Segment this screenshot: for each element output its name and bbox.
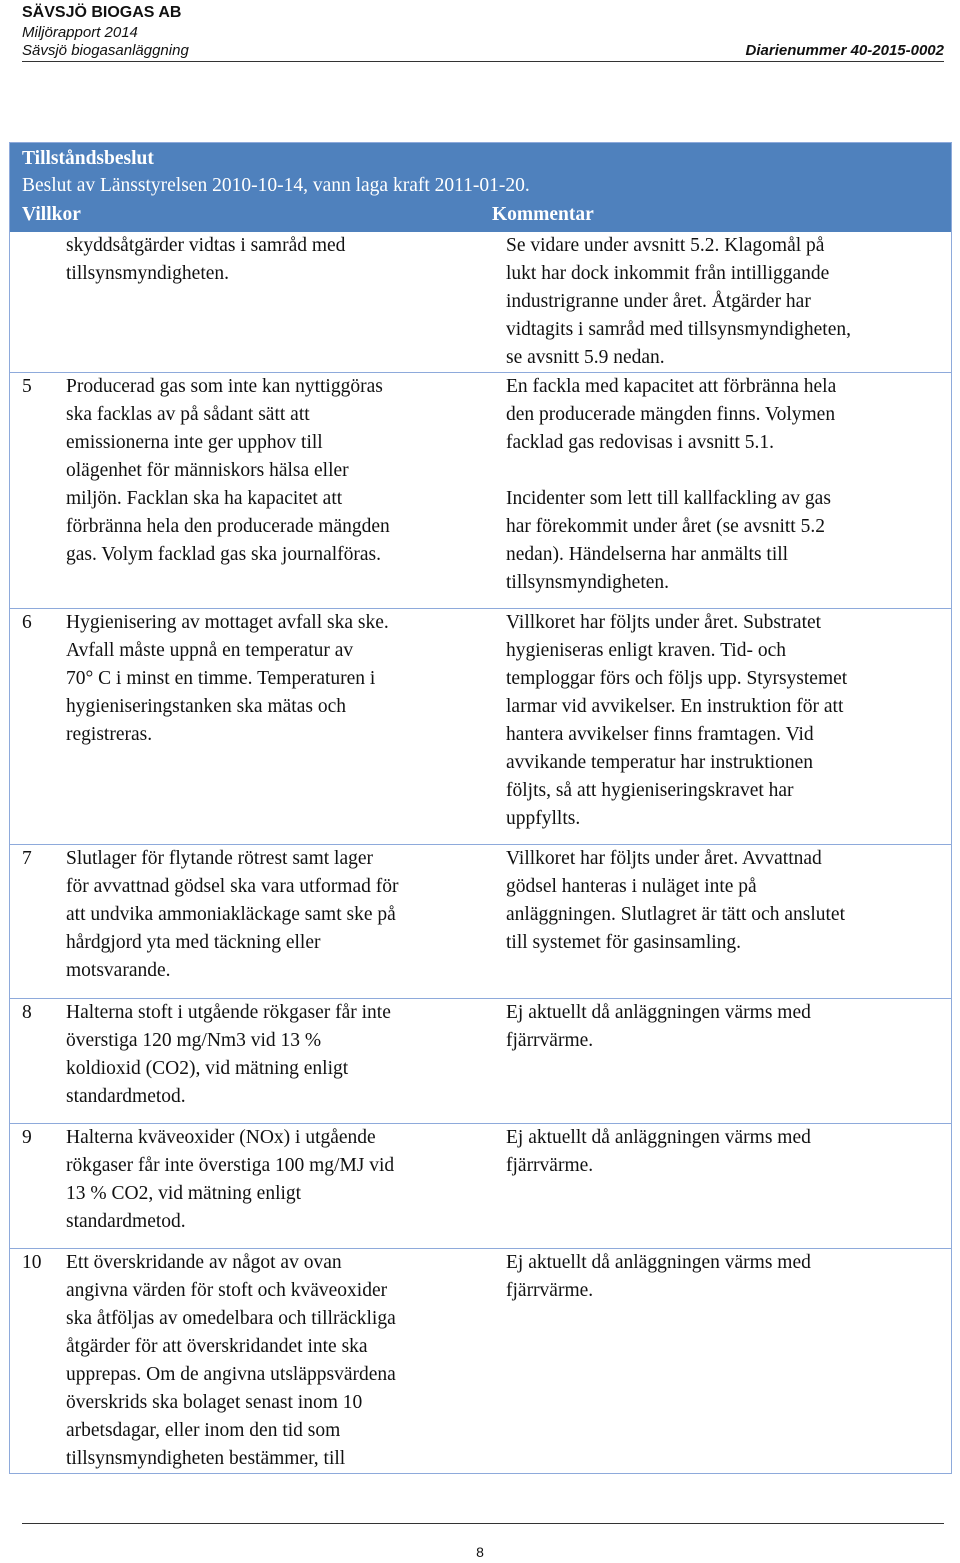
condition-number: 6 <box>22 612 32 633</box>
condition-line: standardmetod. <box>66 1211 186 1232</box>
condition-text <box>66 999 486 1111</box>
condition-line: arbetsdagar, eller inom den tid som <box>66 1420 341 1441</box>
condition-line: skyddsåtgärder vidtas i samråd med <box>66 235 346 256</box>
table-row <box>10 1248 951 1474</box>
comment-line: nedan). Händelserna har anmälts till <box>506 544 789 565</box>
comment-line: uppfyllts. <box>506 808 581 829</box>
condition-text <box>66 373 486 569</box>
condition-line: standardmetod. <box>66 1086 186 1107</box>
condition-line: Halterna kväveoxider (NOx) i utgående <box>66 1127 376 1148</box>
condition-text <box>66 1124 486 1236</box>
condition-line: 70° C i minst en timme. Temperaturen i <box>66 668 376 689</box>
condition-line: ska åtföljas av omedelbara och tillräckliga <box>66 1308 396 1329</box>
comment-line: fjärrvärme. <box>506 1030 594 1051</box>
condition-line: överstiga 120 mg/Nm3 vid 13 % <box>66 1030 322 1051</box>
comment-line: temploggar förs och följs upp. Styrsystemet <box>506 668 848 689</box>
comment-line: Ej aktuellt då anläggningen värms med <box>506 1252 811 1273</box>
condition-line: tillsynsmyndigheten. <box>66 263 230 284</box>
condition-line: åtgärder för att överskridandet inte ska <box>66 1336 368 1357</box>
condition-line: olägenhet för människors hälsa eller <box>66 460 349 481</box>
condition-text <box>66 845 486 985</box>
comment-line: avvikande temperatur har instruktionen <box>506 752 814 773</box>
comment-line: En fackla med kapacitet att förbränna hela <box>506 376 837 397</box>
condition-line: att undvika ammoniakläckage samt ske på <box>66 904 396 925</box>
table-row <box>10 232 951 372</box>
diarienummer: Diarienummer 40-2015-0002 <box>745 42 944 59</box>
table-banner <box>10 143 951 232</box>
comment-text <box>506 373 946 597</box>
company-name: SÄVSJÖ BIOGAS AB <box>22 4 182 21</box>
condition-line: förbränna hela den producerade mängden <box>66 516 390 537</box>
comment-line: följts, så att hygieniseringskravet har <box>506 780 794 801</box>
condition-number: 5 <box>22 376 32 397</box>
column-header-kommentar: Kommentar <box>492 204 594 225</box>
paragraph-gap <box>506 457 946 485</box>
condition-line: rökgaser får inte överstiga 100 mg/MJ vid <box>66 1155 395 1176</box>
condition-line: miljön. Facklan ska ha kapacitet att <box>66 488 343 509</box>
table-row <box>10 608 951 845</box>
table-title: Tillståndsbeslut <box>22 148 154 169</box>
comment-line: till systemet för gasinsamling. <box>506 932 742 953</box>
comment-line: vidtagits i samråd med tillsynsmyndigheten, <box>506 319 852 340</box>
comment-line: anläggningen. Slutlagret är tätt och anslutet <box>506 904 845 925</box>
column-header-villkor: Villkor <box>22 204 81 225</box>
condition-line: Slutlager för flytande rötrest samt lager <box>66 848 374 869</box>
header-divider <box>22 61 944 62</box>
condition-line: för avvattnad gödsel ska vara utformad för <box>66 876 399 897</box>
comment-line: larmar vid avvikelser. En instruktion för att <box>506 696 844 717</box>
condition-line: hårdgjord yta med täckning eller <box>66 932 321 953</box>
condition-number: 10 <box>22 1252 42 1273</box>
comment-line: hantera avvikelser finns framtagen. Vid <box>506 724 814 745</box>
permit-table <box>9 142 952 1474</box>
report-title: Miljörapport 2014 <box>22 24 138 41</box>
comment-text <box>506 845 946 957</box>
condition-number: 7 <box>22 848 32 869</box>
condition-line: Avfall måste uppnå en temperatur av <box>66 640 354 661</box>
comment-line: fjärrvärme. <box>506 1155 594 1176</box>
condition-line: motsvarande. <box>66 960 171 981</box>
condition-line: tillsynsmyndigheten bestämmer, till <box>66 1448 346 1469</box>
comment-text <box>506 232 946 372</box>
comment-text <box>506 1249 946 1305</box>
comment-line: har förekommit under året (se avsnitt 5.2 <box>506 516 825 537</box>
condition-line: angivna värden för stoft och kväveoxider <box>66 1280 388 1301</box>
comment-line: se avsnitt 5.9 nedan. <box>506 347 665 368</box>
table-subtitle: Beslut av Länsstyrelsen 2010-10-14, vann laga kraft 2011-01-20. <box>22 175 530 196</box>
condition-number: 9 <box>22 1127 32 1148</box>
condition-line: upprepas. Om de angivna utsläppsvärdena <box>66 1364 396 1385</box>
condition-line: koldioxid (CO2), vid mätning enligt <box>66 1058 349 1079</box>
condition-line: gas. Volym facklad gas ska journalföras. <box>66 544 381 565</box>
condition-text <box>66 609 486 749</box>
condition-line: 13 % CO2, vid mätning enligt <box>66 1183 302 1204</box>
comment-line: industrigranne under året. Åtgärder har <box>506 291 811 312</box>
comment-text <box>506 999 946 1055</box>
comment-line: gödsel hanteras i nuläget inte på <box>506 876 757 897</box>
condition-line: Producerad gas som inte kan nyttiggöras <box>66 376 383 397</box>
comment-text <box>506 609 946 833</box>
comment-line: fjärrvärme. <box>506 1280 594 1301</box>
footer-divider <box>22 1523 944 1524</box>
comment-line: Villkoret har följts under året. Substratet <box>506 612 822 633</box>
comment-line: facklad gas redovisas i avsnitt 5.1. <box>506 432 775 453</box>
table-row <box>10 998 951 1124</box>
condition-line: registreras. <box>66 724 153 745</box>
condition-line: Ett överskridande av något av ovan <box>66 1252 342 1273</box>
comment-line: tillsynsmyndigheten. <box>506 572 670 593</box>
page-header <box>22 2 944 62</box>
comment-line: lukt har dock inkommit från intilliggande <box>506 263 830 284</box>
condition-line: överskrids ska bolaget senast inom 10 <box>66 1392 363 1413</box>
condition-line: Halterna stoft i utgående rökgaser får inte <box>66 1002 391 1023</box>
condition-text <box>66 1249 486 1473</box>
condition-text <box>66 232 486 288</box>
condition-line: emissionerna inte ger upphov till <box>66 432 323 453</box>
table-row <box>10 1123 951 1249</box>
condition-line: Hygienisering av mottaget avfall ska ske. <box>66 612 389 633</box>
comment-line: hygieniseras enligt kraven. Tid- och <box>506 640 786 661</box>
comment-line: Se vidare under avsnitt 5.2. Klagomål på <box>506 235 825 256</box>
comment-line: den producerade mängden finns. Volymen <box>506 404 836 425</box>
comment-text <box>506 1124 946 1180</box>
table-row <box>10 372 951 609</box>
table-row <box>10 844 951 999</box>
comment-line: Villkoret har följts under året. Avvattnad <box>506 848 822 869</box>
site-name: Sävsjö biogasanläggning <box>22 42 189 59</box>
comment-line: Ej aktuellt då anläggningen värms med <box>506 1002 811 1023</box>
page-number: 8 <box>476 1544 484 1560</box>
condition-line: hygieniseringstanken ska mätas och <box>66 696 346 717</box>
condition-line: ska facklas av på sådant sätt att <box>66 404 310 425</box>
comment-line: Ej aktuellt då anläggningen värms med <box>506 1127 811 1148</box>
comment-line: Incidenter som lett till kallfackling av gas <box>506 488 831 509</box>
condition-number: 8 <box>22 1002 32 1023</box>
